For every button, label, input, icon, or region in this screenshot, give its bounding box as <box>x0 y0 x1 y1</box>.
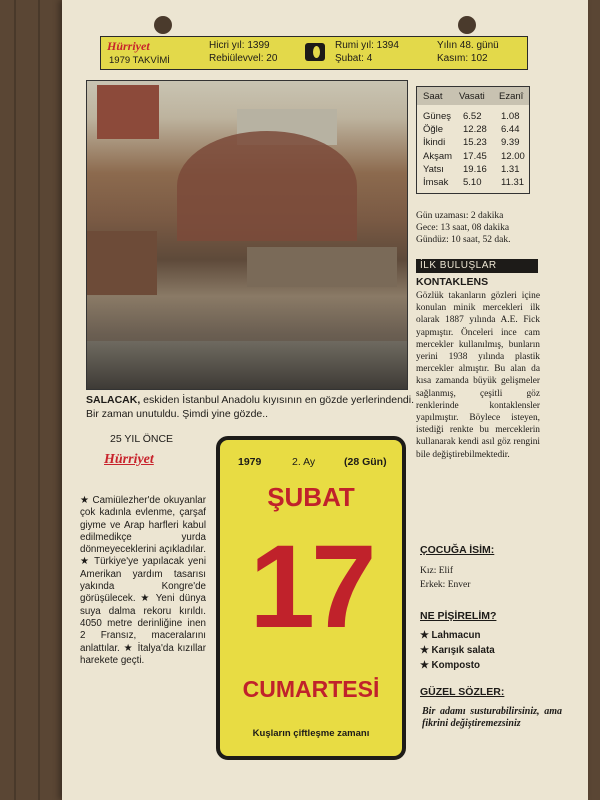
prayer-name: Öğle <box>423 124 444 136</box>
salacak-photo <box>86 80 408 390</box>
rumi-info <box>335 39 399 65</box>
prayer-times-table <box>416 86 530 194</box>
vasati-time: 19.16 <box>463 163 487 175</box>
caption-text: eskiden İstanbul Anadolu kıyısının en gözde yerlerindendi. Bir zaman unutuldu. Şimdi yine gözde.. <box>86 394 415 420</box>
caption-lead: SALACAK, <box>86 394 141 406</box>
menu-item: ★ Komposto <box>420 660 480 671</box>
prayer-name: Yatsı <box>423 163 444 175</box>
month-name: ŞUBAT <box>267 482 355 512</box>
vasati-time: 5.10 <box>463 177 482 188</box>
punch-hole-right <box>458 16 476 34</box>
rumi-year: Rumi yıl: 1394 <box>335 40 399 51</box>
guzel-sozler-title: GÜZEL SÖZLER: <box>420 686 505 698</box>
ezani-time: 6.44 <box>501 124 520 136</box>
ilk-buluslar-heading: İLK BULUŞLAR <box>416 259 538 273</box>
col-header-saat: Saat <box>423 91 443 102</box>
menu-item: ★ Karışık salata <box>420 645 495 656</box>
day-note: Kuşların çiftleşme zamanı <box>252 728 370 739</box>
hurriyet-logo-small: Hürriyet <box>104 452 154 467</box>
day-number: 17 <box>249 521 373 653</box>
hurriyet-logo: Hürriyet <box>107 39 150 53</box>
col-header-ezani: Ezanî <box>499 91 524 102</box>
calendar-subtitle: 1979 TAKVİMİ <box>109 55 170 66</box>
menu-item: ★ Lahmacun <box>420 630 481 641</box>
vasati-time: 17.45 <box>463 150 487 162</box>
vasati-time: 15.23 <box>463 137 487 149</box>
night-length: Gece: 13 saat, 08 dakika <box>416 223 510 233</box>
col-header-vasati: Vasati <box>459 91 485 102</box>
calendar-sheet <box>62 0 588 800</box>
ne-pisirelim-title: NE PİŞİRELİM? <box>420 610 497 622</box>
boy-name: Erkek: Enver <box>420 580 471 590</box>
hicri-year: Hicri yıl: 1399 <box>209 40 270 51</box>
rebiulevvel: Rebiülevvel: 20 <box>209 53 278 64</box>
moon-phase-icon <box>305 43 325 61</box>
rumi-subat: Şubat: 4 <box>335 53 373 64</box>
prayer-name: Güneş <box>423 111 451 122</box>
ezani-time: 12.00 <box>501 150 525 162</box>
date-month-number: 2. Ay <box>292 456 316 468</box>
prayer-name: İkindi <box>423 137 446 149</box>
day-length <box>416 210 566 246</box>
kontaklens-article: Gözlük takanların gözleri içine konulan minik mercekleri ilk olarak 1887 yılında A.E. Fick yapmıştır. Önceleri ince cam mercekler kullanılmış, bunların yerini 1938 yılında plastik mercekler almıştır. Bu alan da kısa zamanda büyük gelişmeler sağlanmış, çeşitli göz renklerinde kontaklensler yapılmıştır. Böylece isteyen, istediği renkte bu merceklerin kullanarak kendi asıl göz rengini bile değiştirebilmektedir. <box>416 291 540 460</box>
year-day-info <box>437 39 499 65</box>
daytime-length: Gündüz: 10 saat, 52 dak. <box>416 235 511 245</box>
calendar-header <box>100 36 528 70</box>
prayer-name: Akşam <box>423 150 453 162</box>
hicri-info <box>209 39 277 65</box>
ezani-time: 1.31 <box>501 163 520 175</box>
ezani-time: 11.31 <box>501 177 525 188</box>
photo-caption <box>86 393 416 421</box>
date-year: 1979 <box>238 456 262 468</box>
date-box <box>216 436 406 760</box>
ezani-time: 9.39 <box>501 137 520 149</box>
kontaklens-title: KONTAKLENS <box>416 276 489 288</box>
day-of-year: Yılın 48. günü <box>437 40 499 51</box>
ezani-time: 1.08 <box>501 111 520 122</box>
vasati-time: 12.28 <box>463 124 487 136</box>
yil-once-label: 25 YIL ÖNCE <box>110 433 174 445</box>
prayer-name: İmsak <box>423 177 449 188</box>
punch-hole-left <box>154 16 172 34</box>
kasim-count: Kasım: 102 <box>437 53 488 64</box>
day-lengthening: Gün uzaması: 2 dakika <box>416 211 504 221</box>
weekday-name: CUMARTESİ <box>242 676 380 702</box>
date-month-days: (28 Gün) <box>344 456 387 468</box>
yil-once-news: ★ Camiülezher'de okuyanlar çok kadınla evlenme, çarşaf giyme ve Arap harfleri kabul edilmedikçe yurda dönmeyeceklerini açıkladılar. ★ Türkiye'ye yapılacak yeni Amerikan yardım tasarısı yakında Kongre'de görüşülecek. ★ Yeni dünya suya dalma rekoru kırıldı. 4050 metre derinliğine inen 2 Fransız, maceralarını anlattılar. ★ İtalya'da kızıllar harekete geçti. <box>80 495 206 666</box>
guzel-sozler-text: Bir adamı susturabilirsiniz, ama fikrini değiştiremezsiniz <box>422 706 562 730</box>
cocuga-isim-title: ÇOCUĞA İSİM: <box>420 544 495 556</box>
vasati-time: 6.52 <box>463 111 482 122</box>
girl-name: Kız: Elif <box>420 566 453 576</box>
